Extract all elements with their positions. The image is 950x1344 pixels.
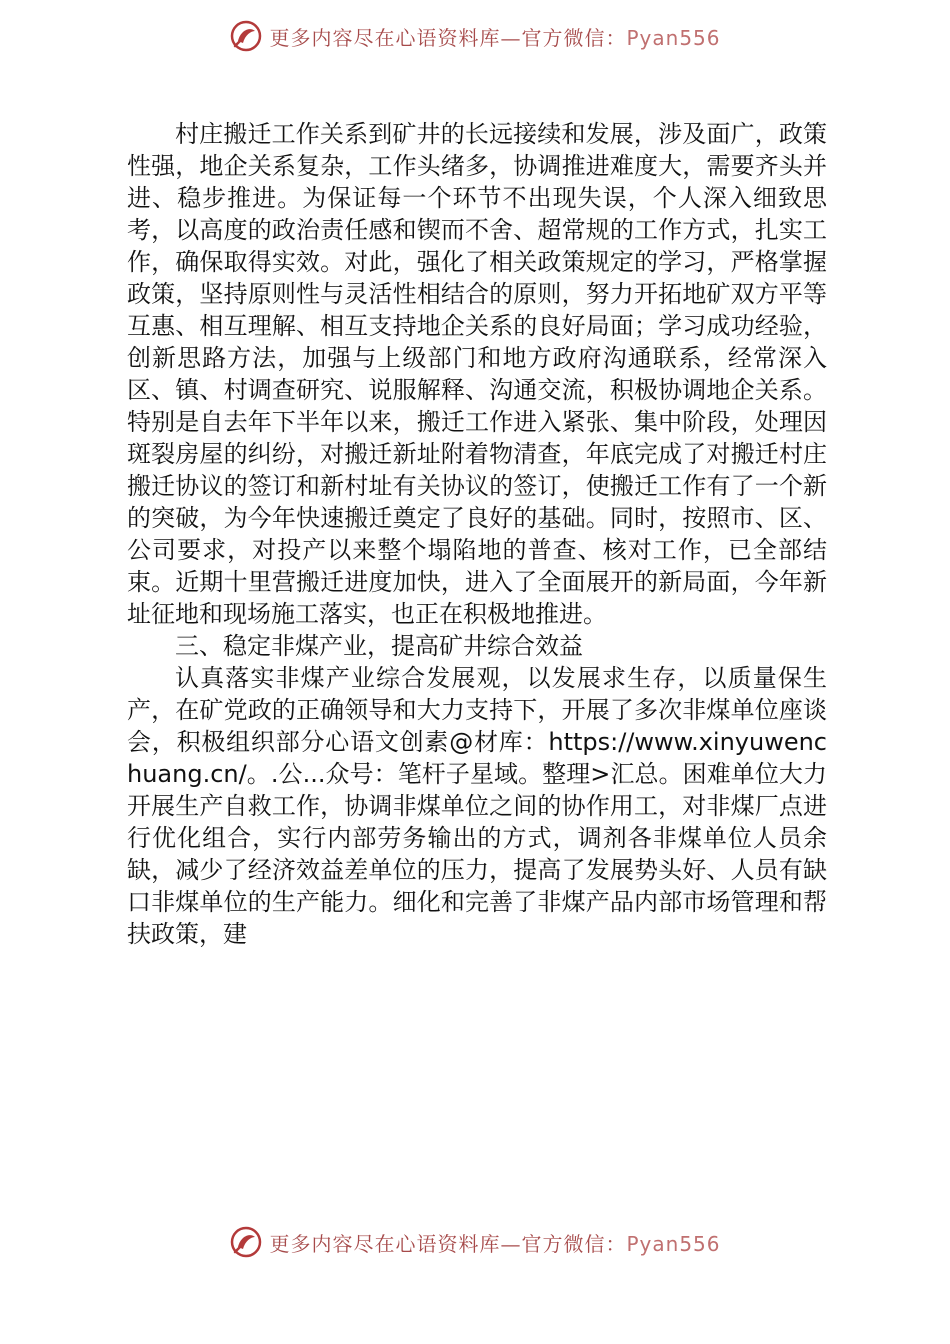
header-banner-text [269, 22, 720, 51]
logo-icon [229, 1225, 263, 1259]
footer-wechat-id: Pyan556 [626, 1231, 721, 1256]
section-heading-3: 三、稳定非煤产业，提高矿井综合效益 [175, 632, 583, 660]
paragraph-non-coal-industry: 认真落实非煤产业综合发展观，以发展求生存，以质量保生产，在矿党政的正确领导和大力支持下，开展了多次非煤单位座谈会，积极组织部分心语文创素@材库：https://www.xinyuwenchuang.cn/。.公...众号：笔杆子星域。整理>汇总。困难单位大力开展生产自救工作，协调非煤单位之间的协作用工，对非煤厂点进行优化组合，实行内部劳务输出的方式，调剂各非煤单位人员余缺，减少了经济效益差单位的压力，提高了发展势头好、人员有缺口非煤单位的生产能力。细化和完善了非煤产品内部市场管理和帮扶政策，建 [127, 664, 827, 948]
document-body [127, 118, 827, 950]
paragraph-village-relocation: 村庄搬迁工作关系到矿井的长远接续和发展，涉及面广，政策性强，地企关系复杂，工作头绪多，协调推进难度大，需要齐头并进、稳步推进。为保证每一个环节不出现失误，个人深入细致思考，以高度的政治责任感和锲而不舍、超常规的工作方式，扎实工作，确保取得实效。对此，强化了相关政策规定的学习，严格掌握政策，坚持原则性与灵活性相结合的原则，努力开拓地矿双方平等互惠、相互理解、相互支持地企关系的良好局面；学习成功经验，创新思路方法，加强与上级部门和地方政府沟通联系，经常深入区、镇、村调查研究、说服解释、沟通交流，积极协调地企关系。特别是自去年下半年以来，搬迁工作进入紧张、集中阶段，处理因斑裂房屋的纠纷，对搬迁新址附着物清查，年底完成了对搬迁村庄搬迁协议的签订和新村址有关协议的签订，使搬迁工作有了一个新的突破，为今年快速搬迁奠定了良好的基础。同时，按照市、区、公司要求，对投产以来整个塌陷地的普查、核对工作，已全部结束。近期十里营搬迁进度加快，进入了全面展开的新局面，今年新址征地和现场施工落实，也正在积极地推进。 [127, 120, 827, 628]
header-wechat-id: Pyan556 [626, 25, 721, 50]
footer-banner-label: 更多内容尽在心语资料库—官方微信： [269, 1231, 627, 1256]
header-watermark-banner [0, 16, 950, 56]
footer-watermark-banner [0, 1222, 950, 1262]
header-banner-label: 更多内容尽在心语资料库—官方微信： [269, 25, 627, 50]
footer-banner-text [269, 1228, 720, 1257]
logo-icon [229, 19, 263, 53]
